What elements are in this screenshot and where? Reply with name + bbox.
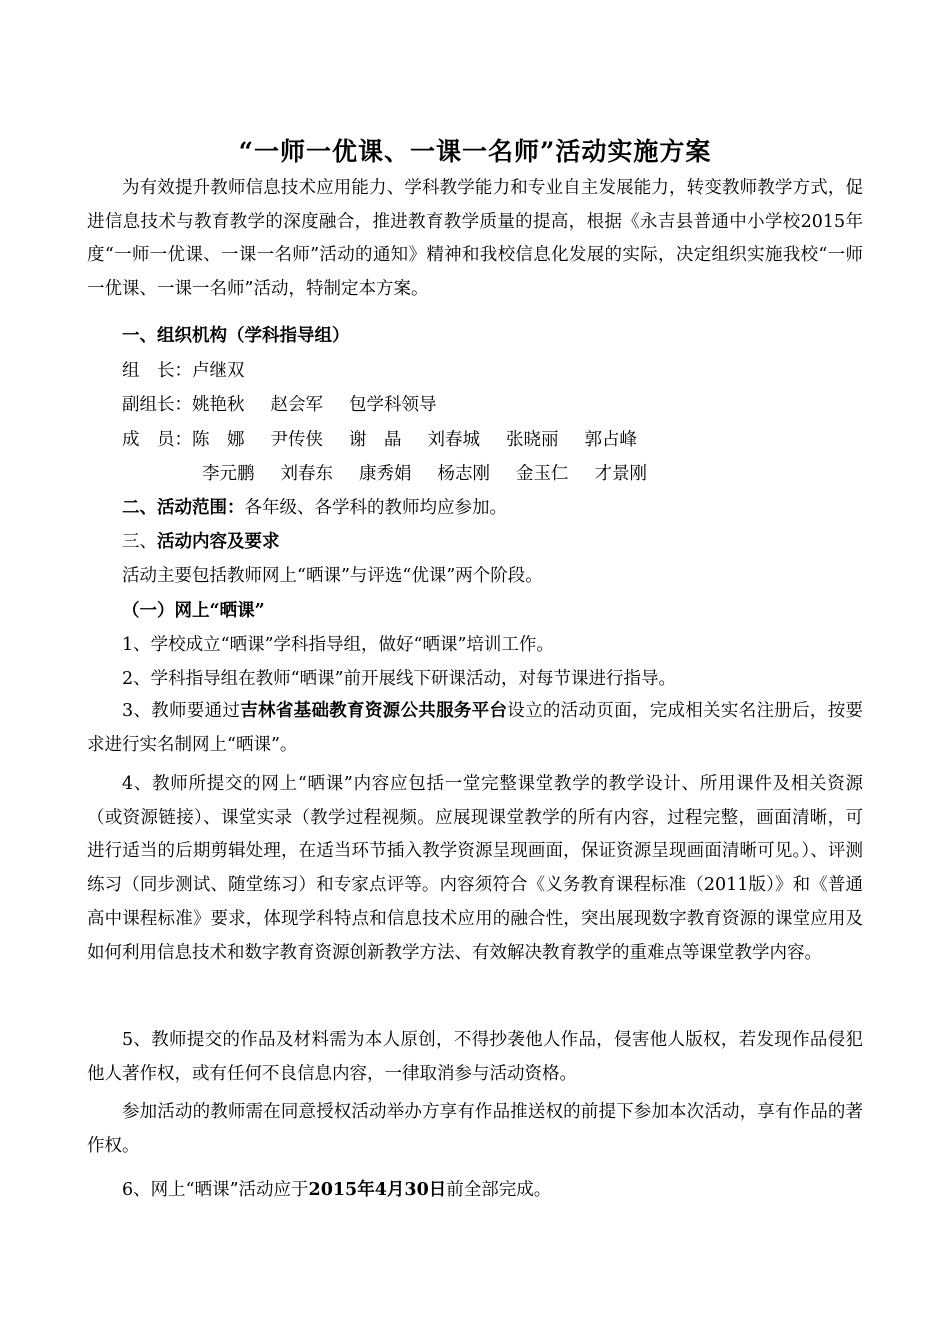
member-name: 郭占峰 — [584, 430, 637, 450]
leader-row — [122, 357, 245, 382]
deputy-name: 姚艳秋 — [192, 395, 245, 415]
members-row-1 — [122, 426, 637, 451]
copyright-note: 参加活动的教师需在同意授权活动举办方享有作品推送权的前提下参加本次活动，享有作品的著作权。 — [87, 1102, 863, 1156]
member-name: 康秀娟 — [359, 464, 412, 484]
document-title: “一师一优课、一课一名师”活动实施方案 — [238, 137, 712, 166]
item-3-post: 设立的活动页面，完成相关实名注册后，按要求进行实名制网上“晒课”。 — [87, 701, 864, 755]
intro-paragraph: 为有效提升教师信息技术应用能力、学科教学能力和专业自主发展能力，转变教师教学方式，促进信息技术与教育教学的深度融合，推进教育教学质量的提高，根据《永吉县普通中小学校2015年度“一师一优课、一课一名师”活动的通知》精神和我校信息化发展的实际，决定组织实施我校“一师一优课、一课一名师”活动，特制定本方案。 — [87, 178, 863, 300]
section3-heading-text: 活动内容及要求 — [157, 532, 280, 552]
section3-intro: 活动主要包括教师网上“晒课”与评选“优课”两个阶段。 — [122, 566, 543, 586]
member-name: 刘春城 — [427, 430, 480, 450]
leader-name: 卢继双 — [192, 361, 245, 381]
item-6 — [122, 1176, 551, 1201]
item-6-deadline: 2015年4月30日 — [308, 1180, 447, 1200]
members-row-2 — [202, 460, 647, 485]
item-1: 1、学校成立“晒课”学科指导组，做好“晒课”培训工作。 — [122, 635, 554, 655]
member-name: 张晓丽 — [506, 430, 559, 450]
members-label: 成 员： — [122, 430, 192, 450]
item-2: 2、学科指导组在教师“晒课”前开展线下研课活动，对每节课进行指导。 — [122, 669, 677, 689]
section2-text: 各年级、各学科的教师均应参加。 — [244, 498, 507, 518]
item-3-pre: 3、教师要通过 — [122, 701, 241, 721]
item-3-platform: 吉林省基础教育资源公共服务平台 — [240, 701, 508, 721]
deputy-name: 赵会军 — [270, 395, 323, 415]
member-name: 刘春东 — [280, 464, 333, 484]
section1-heading: 一、组织机构（学科指导组） — [122, 326, 350, 346]
item-5: 5、教师提交的作品及材料需为本人原创，不得抄袭他人作品，侵害他人版权，若发现作品侵犯他人著作权，或有任何不良信息内容，一律取消参与活动资格。 — [87, 1030, 863, 1084]
item-6-pre: 6、网上“晒课”活动应于 — [122, 1180, 309, 1200]
deputy-row — [122, 391, 437, 416]
member-name: 李元鹏 — [202, 464, 255, 484]
member-name: 陈 娜 — [192, 430, 245, 450]
section2-row — [122, 494, 507, 519]
section3-heading — [122, 528, 280, 553]
item-4: 4、教师所提交的网上“晒课”内容应包括一堂完整课堂教学的教学设计、所用课件及相关资源（或资源链接）、课堂实录（教学过程视频。应展现课堂教学的所有内容，过程完整，画面清晰，可进行适当的后期剪辑处理，在适当环节插入教学资源呈现画面，保证资源呈现画面清晰可见。）、评测练习（同步测试、随堂练习）和专家点评等。内容须符合《义务教育课程标准（2011版）》和《普通高中课程标准》要求，体现学科特点和信息技术应用的融合性，突出展现数字教育资源的课堂应用及如何利用信息技术和数字教育资源创新教学方法、有效解决教育教学的重难点等课堂教学内容。 — [87, 774, 863, 963]
deputy-name: 包学科领导 — [349, 395, 437, 415]
member-name: 杨志刚 — [437, 464, 490, 484]
leader-label: 组 长： — [122, 361, 192, 381]
member-name: 尹传侠 — [270, 430, 323, 450]
item-3 — [87, 695, 863, 762]
subsection1-heading: （一）网上“晒课” — [122, 601, 265, 621]
member-name: 金玉仁 — [516, 464, 569, 484]
member-name: 才景刚 — [594, 464, 647, 484]
section3-heading-number: 三、 — [122, 532, 157, 552]
item-6-post: 前全部完成。 — [446, 1180, 552, 1200]
deputy-label: 副组长： — [122, 395, 192, 415]
member-name: 谢 晶 — [349, 430, 402, 450]
section2-heading: 二、活动范围： — [122, 498, 245, 518]
